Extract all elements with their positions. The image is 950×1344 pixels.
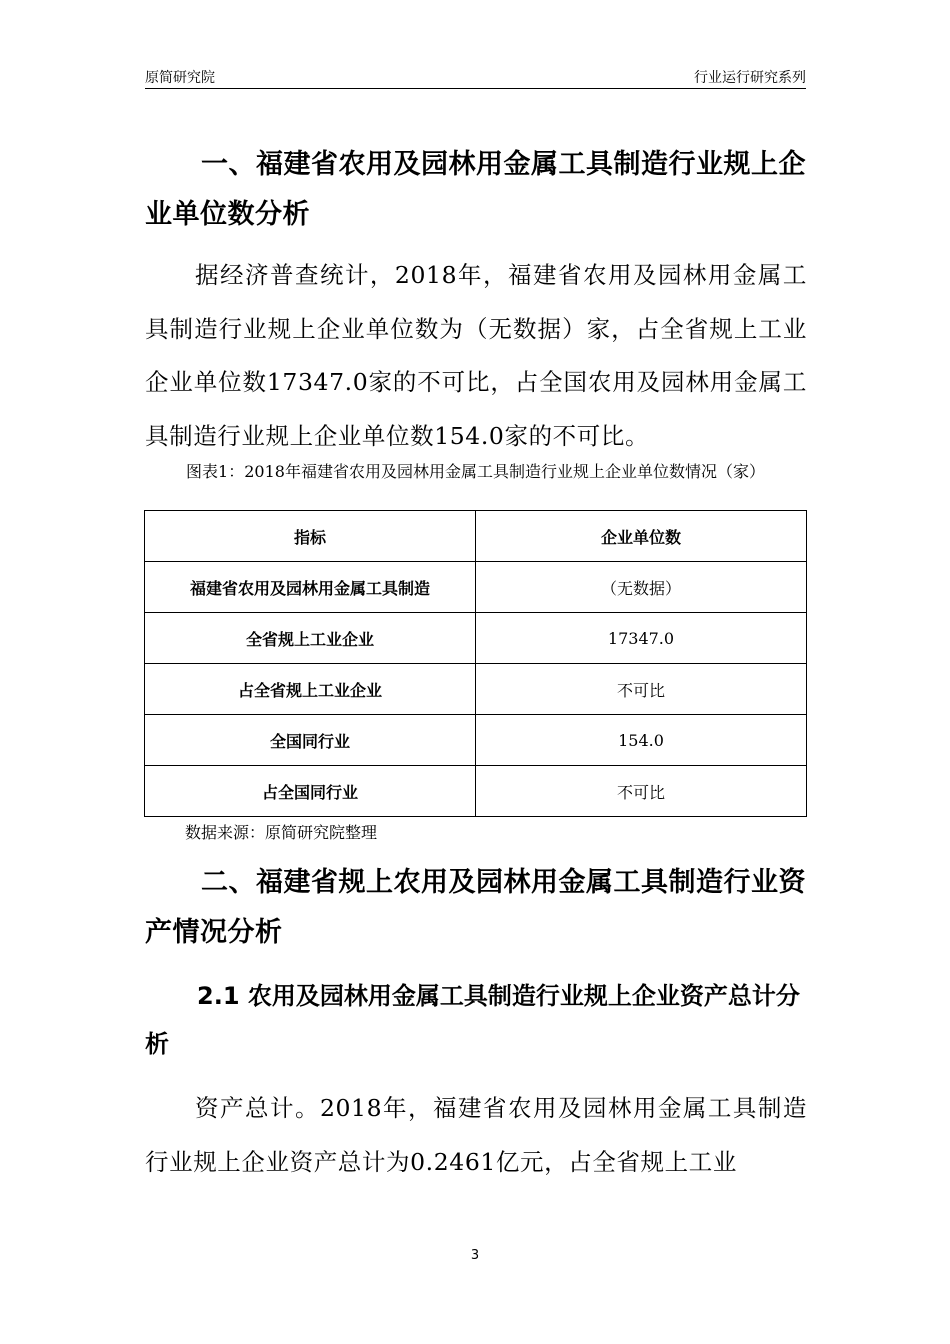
row-label: 全国同行业: [145, 715, 476, 766]
table-row: [145, 664, 807, 715]
row-label: 全省规上工业企业: [145, 613, 476, 664]
table-row: [145, 562, 807, 613]
header-series-name: 行业运行研究系列: [694, 70, 806, 86]
row-value: 154.0: [476, 715, 807, 766]
section1-heading: 一、福建省农用及园林用金属工具制造行业规上企业单位数分析: [145, 149, 806, 230]
table-row: [145, 766, 807, 817]
table-row: [145, 613, 807, 664]
row-value: 17347.0: [476, 613, 807, 664]
page-header: [145, 64, 806, 89]
section2-1-subheading: 2.1 农用及园林用金属工具制造行业规上企业资产总计分析: [145, 982, 800, 1058]
row-label: 福建省农用及园林用金属工具制造: [145, 562, 476, 613]
row-value: （无数据）: [476, 562, 807, 613]
row-value: 不可比: [476, 664, 807, 715]
enterprise-count-table: [144, 510, 807, 817]
column-header-count: 企业单位数: [476, 511, 807, 562]
row-label: 占全省规上工业企业: [145, 664, 476, 715]
table-header-row: [145, 511, 807, 562]
section1-paragraph: 据经济普查统计，2018年，福建省农用及园林用金属工具制造行业规上企业单位数为（无数据）家，占全省规上工业企业单位数17347.0家的不可比，占全国农用及园林用金属工具制造行业规上企业单位数154.0家的不可比。: [145, 261, 807, 450]
section2-heading: 二、福建省规上农用及园林用金属工具制造行业资产情况分析: [145, 867, 806, 948]
table1-source: 数据来源：原简研究院整理: [185, 823, 378, 842]
table1-caption: 图表1：2018年福建省农用及园林用金属工具制造行业规上企业单位数情况（家）: [186, 462, 765, 481]
page-number: 3: [470, 1248, 480, 1263]
row-label: 占全国同行业: [145, 766, 476, 817]
column-header-indicator: 指标: [145, 511, 476, 562]
table-row: [145, 715, 807, 766]
row-value: 不可比: [476, 766, 807, 817]
section2-paragraph: 资产总计。2018年，福建省农用及园林用金属工具制造行业规上企业资产总计为0.2461亿元，占全省规上工业: [145, 1094, 807, 1176]
header-org-name: 原简研究院: [145, 70, 215, 86]
